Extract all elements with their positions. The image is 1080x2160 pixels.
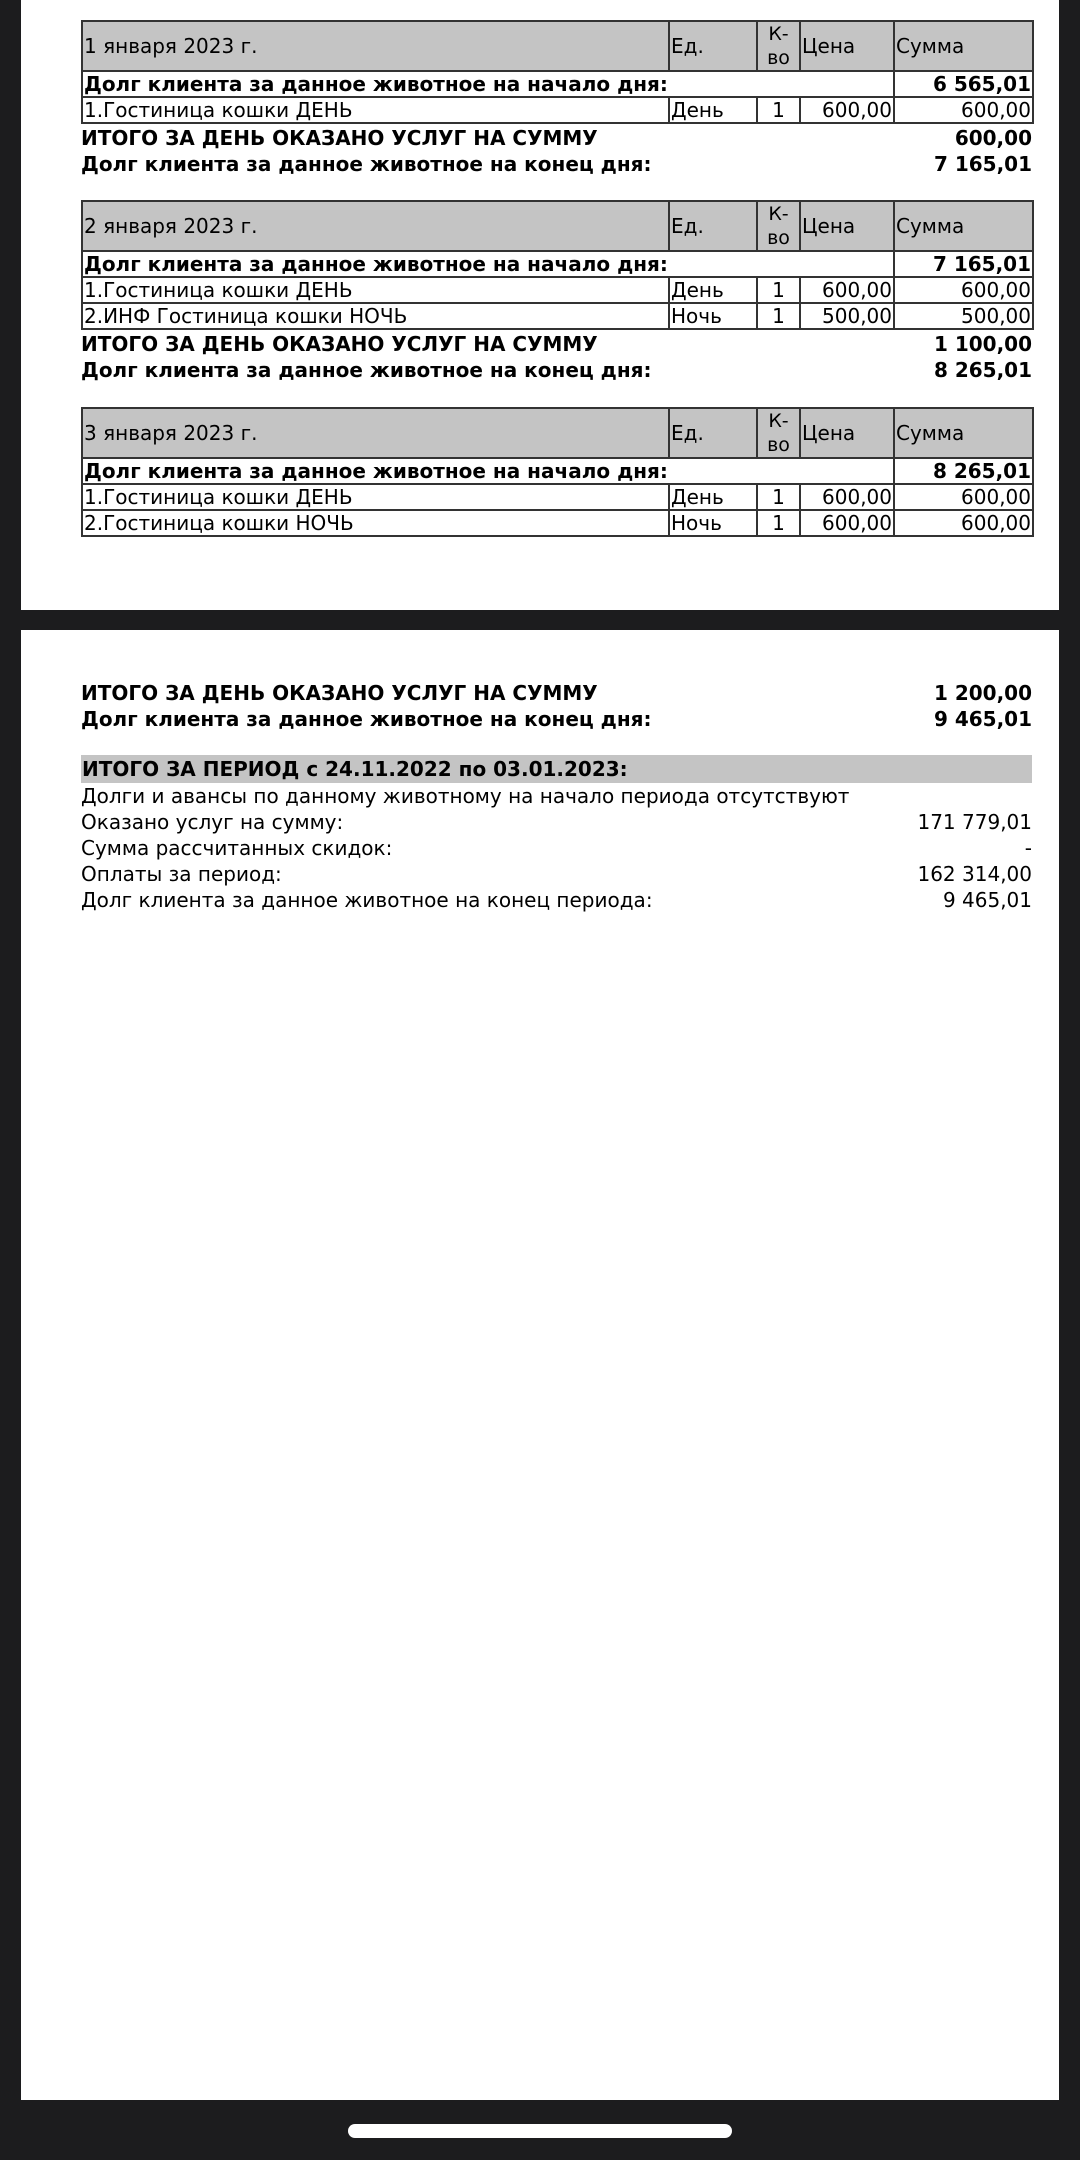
service-unit: Ночь (669, 510, 757, 536)
qty-header: К-во (757, 21, 800, 71)
period-discounts-value: - (1024, 836, 1032, 860)
day-total-line (81, 125, 1032, 151)
day-total-value: 1 100,00 (933, 332, 1032, 356)
price-header: Цена (800, 201, 894, 251)
service-qty: 1 (757, 97, 800, 123)
period-services-line (81, 809, 1032, 835)
service-price: 600,00 (800, 510, 894, 536)
day-total-value: 600,00 (954, 126, 1032, 150)
day-table-2 (81, 200, 1034, 330)
service-unit: День (669, 277, 757, 303)
service-qty: 1 (757, 277, 800, 303)
home-indicator[interactable] (348, 2124, 732, 2138)
debt-start-row (82, 71, 1033, 97)
day-table-1 (81, 20, 1034, 124)
period-payments-line (81, 861, 1032, 887)
service-price: 500,00 (800, 303, 894, 329)
document-page-2 (21, 630, 1059, 2100)
debt-end-line (81, 357, 1032, 383)
sum-header: Сумма (894, 21, 1033, 71)
table-row (82, 277, 1033, 303)
debt-end-line (81, 706, 1032, 732)
debt-end-line (81, 151, 1032, 177)
service-sum: 500,00 (894, 303, 1033, 329)
day-total-line (81, 331, 1032, 357)
day-total-line (81, 680, 1032, 706)
debt-end-value: 8 265,01 (933, 358, 1032, 382)
table-row (82, 510, 1033, 536)
service-price: 600,00 (800, 97, 894, 123)
sum-header: Сумма (894, 201, 1033, 251)
service-unit: Ночь (669, 303, 757, 329)
debt-end-label: Долг клиента за данное животное на конец дня: (81, 152, 652, 176)
debt-end-label: Долг клиента за данное животное на конец дня: (81, 358, 652, 382)
day-table-3 (81, 407, 1034, 537)
service-unit: День (669, 97, 757, 123)
period-debt-end-label: Долг клиента за данное животное на конец периода: (81, 888, 653, 912)
service-qty: 1 (757, 510, 800, 536)
debt-start-label: Долг клиента за данное животное на начало дня: (82, 251, 894, 277)
qty-header: К-во (757, 408, 800, 458)
period-services-value: 171 779,01 (917, 810, 1032, 834)
price-header: Цена (800, 21, 894, 71)
service-price: 600,00 (800, 277, 894, 303)
service-name: 2.Гостиница кошки НОЧЬ (82, 510, 669, 536)
debt-start-row (82, 458, 1033, 484)
service-name: 1.Гостиница кошки ДЕНЬ (82, 277, 669, 303)
service-qty: 1 (757, 303, 800, 329)
service-sum: 600,00 (894, 277, 1033, 303)
service-name: 1.Гостиница кошки ДЕНЬ (82, 97, 669, 123)
date-cell: 2 января 2023 г. (82, 201, 669, 251)
period-title: ИТОГО ЗА ПЕРИОД с 24.11.2022 по 03.01.2023: (81, 755, 1032, 783)
debt-start-label: Долг клиента за данное животное на начало дня: (82, 71, 894, 97)
period-debt-end-value: 9 465,01 (942, 888, 1032, 912)
sum-header: Сумма (894, 408, 1033, 458)
table-row (82, 97, 1033, 123)
document-page-1 (21, 0, 1059, 610)
period-payments-value: 162 314,00 (917, 862, 1032, 886)
debt-start-value: 6 565,01 (894, 71, 1033, 97)
table-header (82, 201, 1033, 251)
period-no-debts: Долги и авансы по данному животному на начало периода отсутствуют (81, 784, 850, 808)
debt-end-label: Долг клиента за данное животное на конец дня: (81, 707, 652, 731)
qty-header: К-во (757, 201, 800, 251)
service-qty: 1 (757, 484, 800, 510)
unit-header: Ед. (669, 21, 757, 71)
period-discounts-label: Сумма рассчитанных скидок: (81, 836, 393, 860)
day-total-label: ИТОГО ЗА ДЕНЬ ОКАЗАНО УСЛУГ НА СУММУ (81, 126, 598, 150)
service-sum: 600,00 (894, 97, 1033, 123)
date-cell: 3 января 2023 г. (82, 408, 669, 458)
debt-start-value: 7 165,01 (894, 251, 1033, 277)
debt-end-value: 7 165,01 (933, 152, 1032, 176)
service-unit: День (669, 484, 757, 510)
service-price: 600,00 (800, 484, 894, 510)
period-payments-label: Оплаты за период: (81, 862, 282, 886)
table-row (82, 303, 1033, 329)
period-no-debts-line (81, 783, 1032, 809)
day-total-value: 1 200,00 (933, 681, 1032, 705)
period-debt-end-line (81, 887, 1032, 913)
service-sum: 600,00 (894, 510, 1033, 536)
debt-start-label: Долг клиента за данное животное на начало дня: (82, 458, 894, 484)
day-total-label: ИТОГО ЗА ДЕНЬ ОКАЗАНО УСЛУГ НА СУММУ (81, 332, 598, 356)
service-name: 2.ИНФ Гостиница кошки НОЧЬ (82, 303, 669, 329)
unit-header: Ед. (669, 201, 757, 251)
period-services-label: Оказано услуг на сумму: (81, 810, 344, 834)
date-cell: 1 января 2023 г. (82, 21, 669, 71)
debt-start-row (82, 251, 1033, 277)
debt-start-value: 8 265,01 (894, 458, 1033, 484)
service-sum: 600,00 (894, 484, 1033, 510)
service-name: 1.Гостиница кошки ДЕНЬ (82, 484, 669, 510)
unit-header: Ед. (669, 408, 757, 458)
debt-end-value: 9 465,01 (933, 707, 1032, 731)
day-total-label: ИТОГО ЗА ДЕНЬ ОКАЗАНО УСЛУГ НА СУММУ (81, 681, 598, 705)
table-row (82, 484, 1033, 510)
table-header (82, 408, 1033, 458)
table-header (82, 21, 1033, 71)
price-header: Цена (800, 408, 894, 458)
period-discounts-line (81, 835, 1032, 861)
